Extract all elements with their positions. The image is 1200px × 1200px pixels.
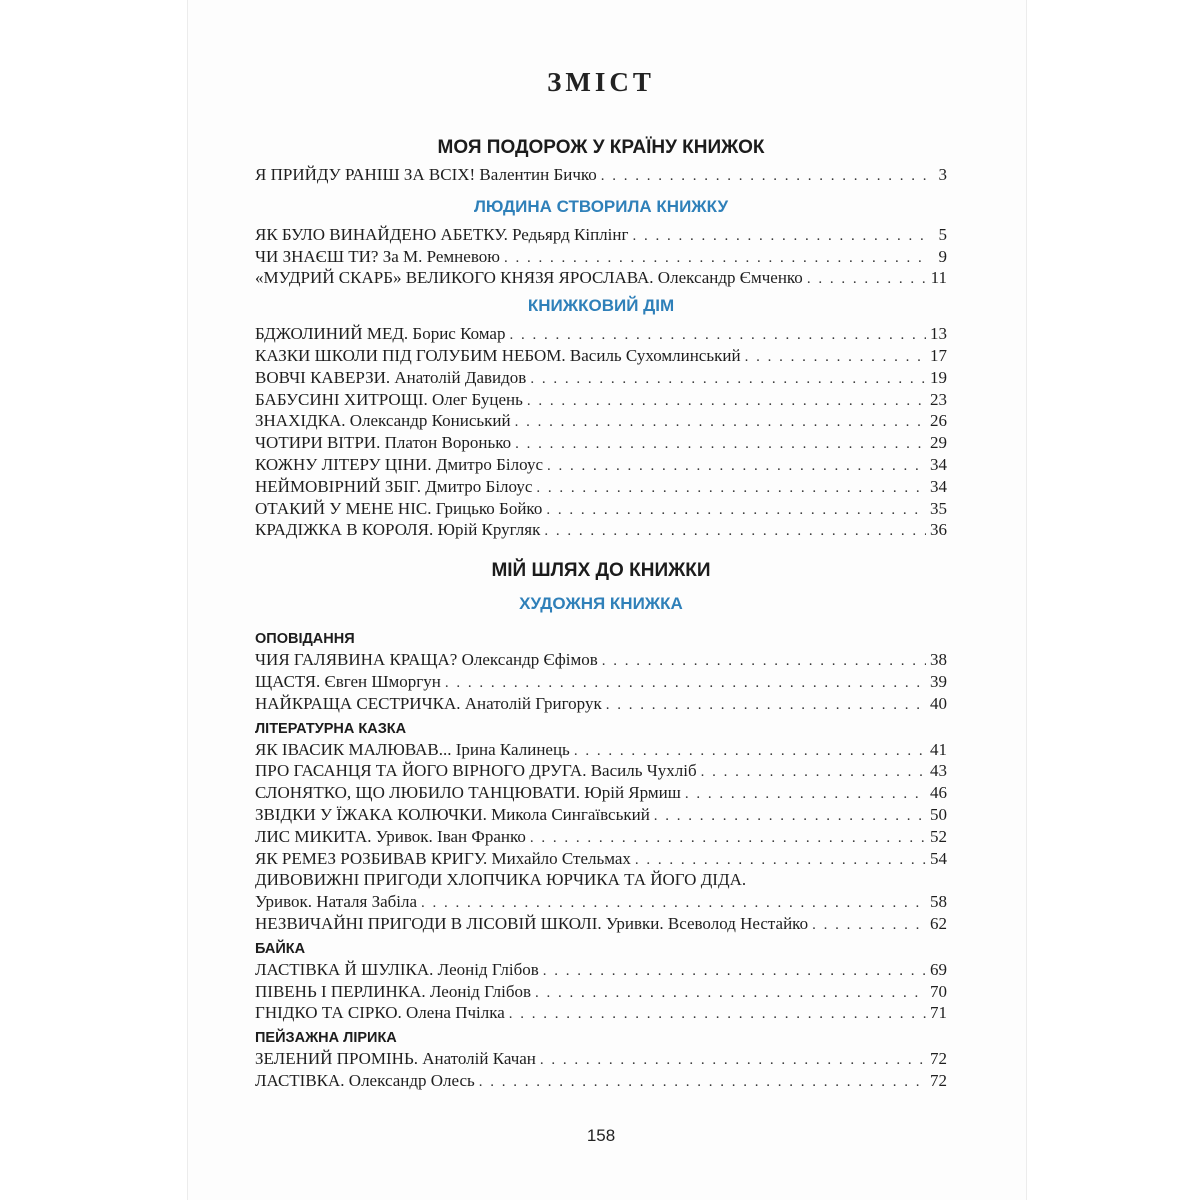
toc-entry xyxy=(255,649,947,671)
entry-title: ЛАСТІВКА. Олександр Олесь xyxy=(255,1070,475,1090)
dot-leader xyxy=(601,166,929,188)
dot-leader xyxy=(445,673,926,695)
genre-title: ОПОВІДАННЯ xyxy=(255,631,355,648)
entry-title: ЧИЯ ГАЛЯВИНА КРАЩА? Олександр Єфімов xyxy=(255,650,598,670)
table-of-contents xyxy=(255,58,947,1092)
entry-page: 46 xyxy=(930,783,947,803)
entry-page: 36 xyxy=(930,520,947,540)
entry-page: 13 xyxy=(930,324,947,344)
dot-leader xyxy=(544,521,926,543)
entry-page: 70 xyxy=(930,981,947,1001)
entry-page: 5 xyxy=(938,224,947,244)
dot-leader xyxy=(515,412,926,434)
toc-entry xyxy=(255,164,947,186)
entry-title: БАБУСИНІ ХИТРОЩІ. Олег Буцень xyxy=(255,389,523,409)
toc-entry xyxy=(255,1070,947,1092)
entry-title: ВОВЧІ КАВЕРЗИ. Анатолій Давидов xyxy=(255,367,527,387)
dot-leader xyxy=(807,269,927,291)
toc-entry xyxy=(255,804,947,826)
entry-title: СЛОНЯТКО, ЩО ЛЮБИЛО ТАНЦЮВАТИ. Юрій Ярмиш xyxy=(255,783,681,803)
toc-entry xyxy=(255,246,947,268)
part-title: МІЙ ШЛЯХ ДО КНИЖКИ xyxy=(491,560,711,582)
dot-leader xyxy=(745,347,926,369)
entry-title: ОТАКИЙ У МЕНЕ НІС. Грицько Бойко xyxy=(255,498,543,518)
entry-page: 34 xyxy=(930,476,947,496)
entry-title: ГНІДКО ТА СІРКО. Олена Пчілка xyxy=(255,1003,505,1023)
dot-leader xyxy=(632,226,929,248)
toc-entry xyxy=(255,848,947,870)
entry-title: БДЖОЛИНИЙ МЕД. Борис Комар xyxy=(255,324,506,344)
toc-entry xyxy=(255,891,947,913)
entry-page: 40 xyxy=(930,693,947,713)
entry-title-first-line: ДИВОВИЖНІ ПРИГОДИ ХЛОПЧИКА ЮРЧИКА ТА ЙОГО ДІДА. xyxy=(255,870,747,890)
dot-leader xyxy=(546,500,926,522)
entry-page: 11 xyxy=(930,268,947,288)
entry-title: ПІВЕНЬ І ПЕРЛИНКА. Леонід Глібов xyxy=(255,981,532,1001)
dot-leader xyxy=(547,456,926,478)
entry-page: 58 xyxy=(930,892,947,912)
entry-title: КРАДІЖКА В КОРОЛЯ. Юрій Кругляк xyxy=(255,520,541,540)
toc-entry xyxy=(255,782,947,804)
dot-leader xyxy=(602,651,926,673)
entry-page: 72 xyxy=(930,1070,947,1090)
entry-title: КОЖНУ ЛІТЕРУ ЦІНИ. Дмитро Білоус xyxy=(255,454,544,474)
dot-leader xyxy=(421,893,926,915)
entry-page: 17 xyxy=(930,345,947,365)
entry-title: Уривок. Наталя Забіла xyxy=(255,892,418,912)
dot-leader xyxy=(530,369,926,391)
entry-page: 52 xyxy=(930,826,947,846)
entry-title: ЧОТИРИ ВІТРИ. Платон Воронько xyxy=(255,433,512,453)
entry-page: 19 xyxy=(930,367,947,387)
toc-entry xyxy=(255,826,947,848)
entry-title: ЩАСТЯ. Євген Шморгун xyxy=(255,671,441,691)
entry-title: ПРО ГАСАНЦЯ ТА ЙОГО ВІРНОГО ДРУГА. Василь Чухліб xyxy=(255,761,697,781)
toc-entry xyxy=(255,498,947,520)
dot-leader xyxy=(574,741,926,763)
toc-entry xyxy=(255,959,947,981)
entry-page: 23 xyxy=(930,389,947,409)
entry-page: 38 xyxy=(930,650,947,670)
entry-title: КАЗКИ ШКОЛИ ПІД ГОЛУБИМ НЕБОМ. Василь Сухомлинський xyxy=(255,345,741,365)
section-title: ЛЮДИНА СТВОРИЛА КНИЖКУ xyxy=(473,196,729,216)
genre-title: БАЙКА xyxy=(255,940,306,957)
toc-entry xyxy=(255,693,947,715)
entry-page: 72 xyxy=(930,1049,947,1069)
entry-page: 29 xyxy=(930,433,947,453)
toc-entry xyxy=(255,267,947,289)
entry-page: 41 xyxy=(930,739,947,759)
entry-title: ЯК ІВАСИК МАЛЮВАВ... Ірина Калинець xyxy=(255,739,570,759)
entry-title: ЧИ ЗНАЄШ ТИ? За М. Ремневою xyxy=(255,246,500,266)
toc-entry xyxy=(255,1002,947,1024)
dot-leader xyxy=(530,828,926,850)
entry-title: ЗЕЛЕНИЙ ПРОМІНЬ. Анатолій Качан xyxy=(255,1049,536,1069)
toc-entry xyxy=(255,432,947,454)
section-title: КНИЖКОВИЙ ДІМ xyxy=(527,296,675,316)
entry-page: 69 xyxy=(930,959,947,979)
entry-title: ЛИС МИКИТА. Уривок. Іван Франко xyxy=(255,826,526,846)
dot-leader xyxy=(812,915,926,937)
dot-leader xyxy=(701,762,926,784)
toc-entry xyxy=(255,389,947,411)
dot-leader xyxy=(509,325,926,347)
dot-leader xyxy=(685,784,926,806)
entry-page: 54 xyxy=(930,848,947,868)
entry-page: 71 xyxy=(930,1003,947,1023)
toc-entry xyxy=(255,323,947,345)
genre-title: ЛІТЕРАТУРНА КАЗКА xyxy=(255,720,407,737)
section-title: ХУДОЖНЯ КНИЖКА xyxy=(519,594,683,614)
entry-page: 34 xyxy=(930,454,947,474)
toc-entry xyxy=(255,913,947,935)
entry-page: 35 xyxy=(930,498,947,518)
toc-entry xyxy=(255,981,947,1003)
entry-page: 26 xyxy=(930,411,947,431)
toc-entry xyxy=(255,367,947,389)
entry-title: ЛАСТІВКА Й ШУЛІКА. Леонід Глібов xyxy=(255,959,539,979)
genre-title: ПЕЙЗАЖНА ЛІРИКА xyxy=(255,1030,397,1047)
entry-page: 39 xyxy=(930,671,947,691)
entry-title: НЕЙМОВІРНИЙ ЗБІГ. Дмитро Білоус xyxy=(255,476,533,496)
toc-entry xyxy=(255,760,947,782)
entry-page: 62 xyxy=(930,913,947,933)
entry-title: «МУДРИЙ СКАРБ» ВЕЛИКОГО КНЯЗЯ ЯРОСЛАВА. Олександр Ємченко xyxy=(255,268,803,288)
dot-leader xyxy=(635,850,926,872)
dot-leader xyxy=(479,1072,926,1094)
dot-leader xyxy=(536,478,926,500)
toc-entry xyxy=(255,454,947,476)
entry-title: НАЙКРАЩА СЕСТРИЧКА. Анатолій Григорук xyxy=(255,693,602,713)
entry-title: ЗВІДКИ У ЇЖАКА КОЛЮЧКИ. Микола Сингаївський xyxy=(255,804,650,824)
entry-title: ЯК БУЛО ВИНАЙДЕНО АБЕТКУ. Редьярд Кіплінг xyxy=(255,224,629,244)
dot-leader xyxy=(606,695,926,717)
entry-page: 3 xyxy=(938,165,947,184)
dot-leader xyxy=(543,961,926,983)
part-title: МОЯ ПОДОРОЖ У КРАЇНУ КНИЖОК xyxy=(437,137,765,158)
toc-entry xyxy=(255,410,947,432)
toc-entry xyxy=(255,224,947,246)
dot-leader xyxy=(540,1050,926,1072)
dot-leader xyxy=(527,391,926,413)
page-title: ЗМІСТ xyxy=(547,67,655,97)
entry-title: ЗНАХІДКА. Олександр Кониський xyxy=(255,411,511,431)
entry-page: 9 xyxy=(938,246,947,266)
entry-page: 50 xyxy=(930,804,947,824)
toc-entry xyxy=(255,476,947,498)
dot-leader xyxy=(535,983,926,1005)
toc-entry xyxy=(255,345,947,367)
entry-title: ЯК РЕМЕЗ РОЗБИВАВ КРИГУ. Михайло Стельмах xyxy=(255,848,631,868)
entry-page: 43 xyxy=(930,761,947,781)
dot-leader xyxy=(515,434,926,456)
entry-title: НЕЗВИЧАЙНІ ПРИГОДИ В ЛІСОВІЙ ШКОЛІ. Уривки. Всеволод Нестайко xyxy=(255,913,809,933)
toc-entry xyxy=(255,1048,947,1070)
dot-leader xyxy=(654,806,926,828)
toc-entry xyxy=(255,671,947,693)
toc-entry xyxy=(255,519,947,541)
toc-entry xyxy=(255,739,947,761)
dot-leader xyxy=(504,248,929,270)
page-number: 158 xyxy=(586,1126,616,1145)
entry-title: Я ПРИЙДУ РАНІШ ЗА ВСІХ! Валентин Бичко xyxy=(255,165,597,184)
dot-leader xyxy=(509,1004,926,1026)
